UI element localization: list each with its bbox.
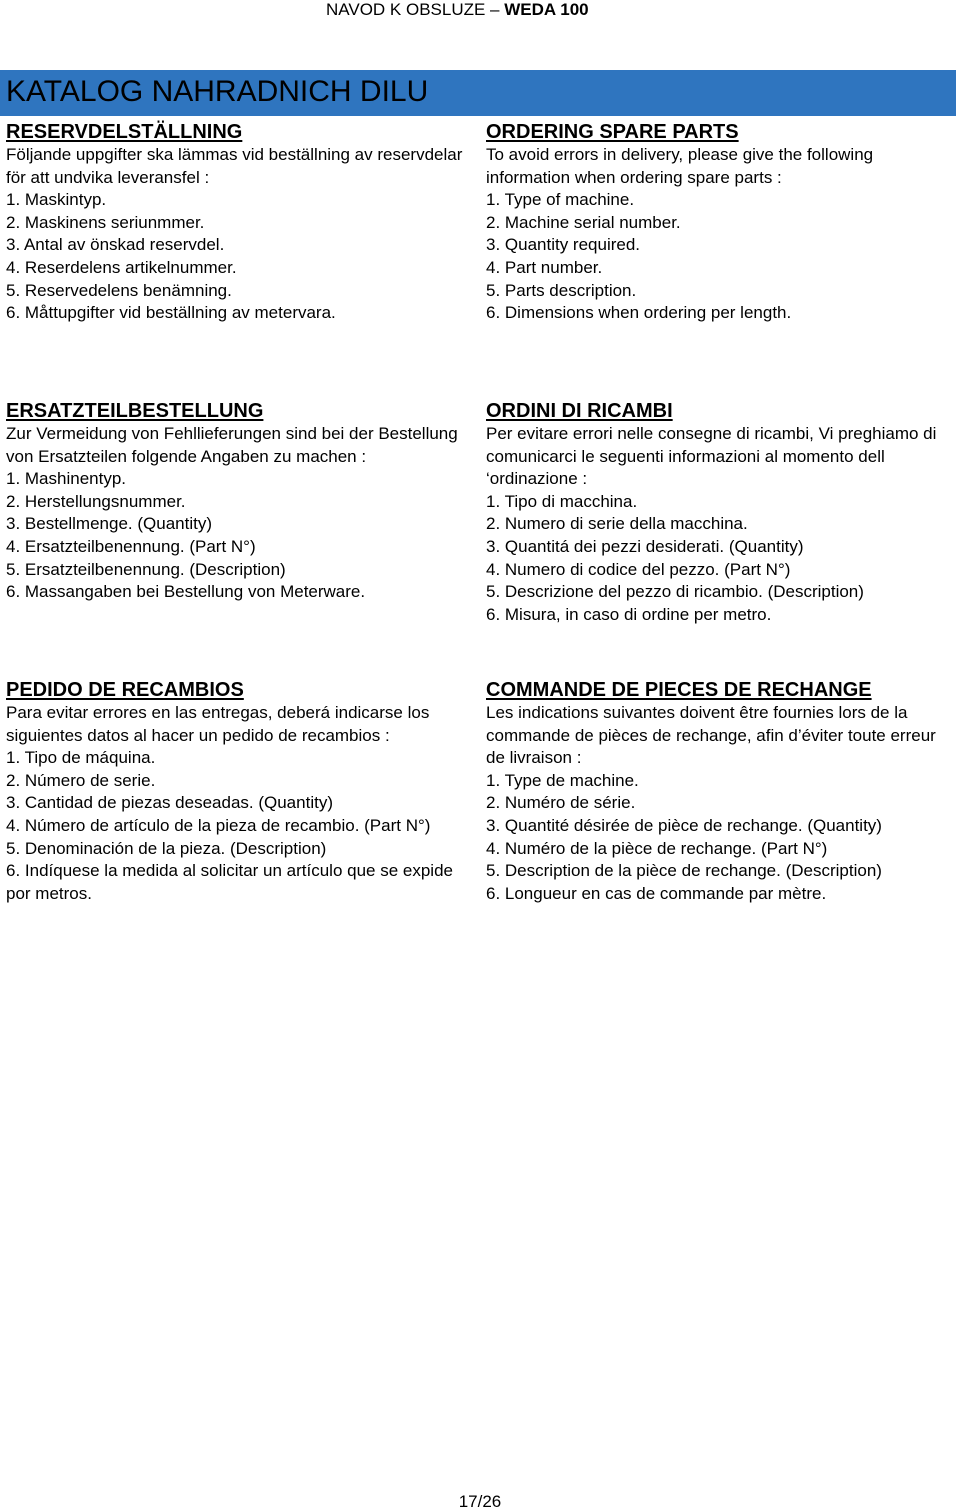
list-item: 2. Numéro de série. bbox=[486, 793, 636, 813]
list-item: 5. Parts description. bbox=[486, 280, 637, 300]
section-intro: Les indications suivantes doivent être fournies lors de la commande de pièces de rechange, afin d’éviter toute erreur de livraison : bbox=[486, 703, 936, 768]
running-header bbox=[0, 0, 960, 22]
section-intro: To avoid errors in delivery, please give the following information when ordering spare parts : bbox=[486, 145, 874, 187]
section-intro: Zur Vermeidung von Fehllieferungen sind bei der Bestellung von Ersatzteilen folgende Angaben zu machen : bbox=[6, 424, 458, 466]
list-item: 3. Cantidad de piezas deseadas. (Quantity) bbox=[6, 793, 333, 813]
list-item: 2. Numero di serie della macchina. bbox=[486, 514, 748, 534]
list-item: 2. Maskinens seriunmmer. bbox=[6, 212, 205, 232]
section-english bbox=[486, 120, 956, 325]
list-item: 2. Número de serie. bbox=[6, 770, 156, 790]
list-item: 3. Quantitá dei pezzi desiderati. (Quantity) bbox=[486, 536, 804, 556]
section-french bbox=[486, 678, 956, 905]
section-italian bbox=[486, 399, 956, 626]
list-item: 1. Tipo de máquina. bbox=[6, 748, 156, 768]
list-item: 5. Reservedelens benämning. bbox=[6, 280, 232, 300]
list-item: 6. Dimensions when ordering per length. bbox=[486, 303, 792, 323]
section-heading: ERSATZTEILBESTELLUNG bbox=[6, 400, 264, 422]
list-item: 1. Tipo di macchina. bbox=[486, 491, 638, 511]
section-heading: COMMANDE DE PIECES DE RECHANGE bbox=[486, 679, 872, 701]
list-item: 1. Type de machine. bbox=[486, 770, 639, 790]
section-intro: Para evitar errores en las entregas, deberá indicarse los siguientes datos al hacer un pedido de recambios : bbox=[6, 703, 430, 745]
section-heading: PEDIDO DE RECAMBIOS bbox=[6, 679, 244, 701]
header-model: WEDA 100 bbox=[504, 0, 589, 19]
list-item: 6. Måttupgifter vid beställning av metervara. bbox=[6, 303, 336, 323]
list-item: 4. Número de artículo de la pieza de recambio. (Part N°) bbox=[6, 815, 431, 835]
list-item: 4. Numéro de la pièce de rechange. (Part N°) bbox=[486, 838, 828, 858]
list-item: 4. Ersatzteilbenennung. (Part N°) bbox=[6, 536, 256, 556]
section-german bbox=[6, 399, 476, 604]
list-item: 5. Denominación de la pieza. (Description) bbox=[6, 838, 327, 858]
title-bar bbox=[0, 70, 956, 116]
list-item: 6. Massangaben bei Bestellung von Meterware. bbox=[6, 582, 366, 602]
list-item: 3. Quantity required. bbox=[486, 235, 641, 255]
list-item: 6. Longueur en cas de commande par mètre. bbox=[486, 883, 827, 903]
list-item: 1. Type of machine. bbox=[486, 190, 635, 210]
section-spanish bbox=[6, 678, 476, 905]
running-header-text bbox=[326, 0, 589, 20]
list-item: 2. Herstellungsnummer. bbox=[6, 491, 186, 511]
list-item: 5. Descrizione del pezzo di ricambio. (Description) bbox=[486, 582, 864, 602]
list-item: 6. Indíquese la medida al solicitar un artículo que se expide por metros. bbox=[6, 861, 453, 903]
list-item: 5. Ersatzteilbenennung. (Description) bbox=[6, 559, 286, 579]
page-title: KATALOG NAHRADNICH DILU bbox=[6, 75, 429, 108]
section-intro: Följande uppgifter ska lämmas vid beställning av reservdelar för att undvika leveransfel : bbox=[6, 145, 463, 187]
section-heading: ORDINI DI RICAMBI bbox=[486, 400, 673, 422]
list-item: 6. Misura, in caso di ordine per metro. bbox=[486, 604, 772, 624]
page-number: 17/26 bbox=[458, 1492, 502, 1511]
list-item: 1. Mashinentyp. bbox=[6, 469, 127, 489]
section-swedish bbox=[6, 120, 476, 325]
list-item: 4. Part number. bbox=[486, 257, 603, 277]
list-item: 3. Antal av önskad reservdel. bbox=[6, 235, 225, 255]
list-item: 4. Reserdelens artikelnummer. bbox=[6, 257, 237, 277]
list-item: 2. Machine serial number. bbox=[486, 212, 681, 232]
list-item: 3. Quantité désirée de pièce de rechange. (Quantity) bbox=[486, 815, 882, 835]
list-item: 5. Description de la pièce de rechange. (Description) bbox=[486, 861, 882, 881]
header-prefix: NAVOD K OBSLUZE – bbox=[326, 0, 505, 19]
section-heading: ORDERING SPARE PARTS bbox=[486, 121, 739, 143]
section-intro: Per evitare errori nelle consegne di ricambi, Vi preghiamo di comunicarci le seguenti informazioni al momento dell ‘ordinazione : bbox=[486, 424, 937, 489]
list-item: 1. Maskintyp. bbox=[6, 190, 107, 210]
section-heading: RESERVDELSTÄLLNING bbox=[6, 121, 243, 143]
list-item: 3. Bestellmenge. (Quantity) bbox=[6, 514, 212, 534]
list-item: 4. Numero di codice del pezzo. (Part N°) bbox=[486, 559, 791, 579]
